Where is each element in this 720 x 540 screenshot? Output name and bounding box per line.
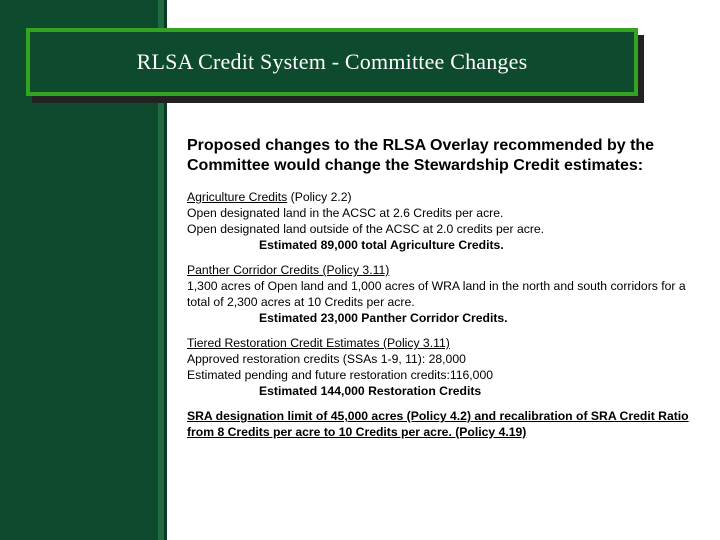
sra-section: [187, 408, 707, 440]
restoration-heading: Tiered Restoration Credit Estimates (Policy 3.11): [187, 336, 450, 350]
restoration-estimate: Estimated 144,000 Restoration Credits: [259, 384, 482, 398]
agriculture-policy-ref: (Policy 2.2): [287, 190, 352, 204]
agriculture-credits-heading: Agriculture Credits: [187, 190, 288, 204]
slide-title: RLSA Credit System - Committee Changes: [136, 49, 528, 74]
body-line: Estimated pending and future restoration credits:116,000: [187, 368, 494, 382]
body-line: Open designated land in the ACSC at 2.6 Credits per acre.: [187, 206, 504, 220]
agriculture-credits-section: [187, 189, 707, 253]
intro-paragraph: Proposed changes to the RLSA Overlay recommended by the Committee would change the Stewardship Credit estimates:: [187, 137, 655, 174]
panther-corridor-heading: Panther Corridor Credits (Policy 3.11): [187, 263, 390, 277]
slide-content: [187, 136, 707, 449]
body-line: Open designated land outside of the ACSC at 2.0 credits per acre.: [187, 222, 545, 236]
section-heading: [187, 189, 707, 205]
restoration-section: [187, 335, 707, 399]
panther-corridor-section: [187, 262, 707, 326]
body-line: Approved restoration credits (SSAs 1-9, 11): 28,000: [187, 352, 466, 366]
agriculture-estimate: Estimated 89,000 total Agriculture Credits.: [259, 238, 504, 252]
panther-estimate: Estimated 23,000 Panther Corridor Credits.: [259, 311, 508, 325]
sra-heading: SRA designation limit of 45,000 acres (Policy 4.2) and recalibration of SRA Credit Ratio from 8 Credits per acre to 10 Credits per acre. (Policy 4.19): [187, 409, 689, 439]
body-line: 1,300 acres of Open land and 1,000 acres of WRA land in the north and south corridors for a total of 2,300 acres at 10 Credits per acre.: [187, 279, 686, 309]
title-box: [26, 28, 638, 96]
